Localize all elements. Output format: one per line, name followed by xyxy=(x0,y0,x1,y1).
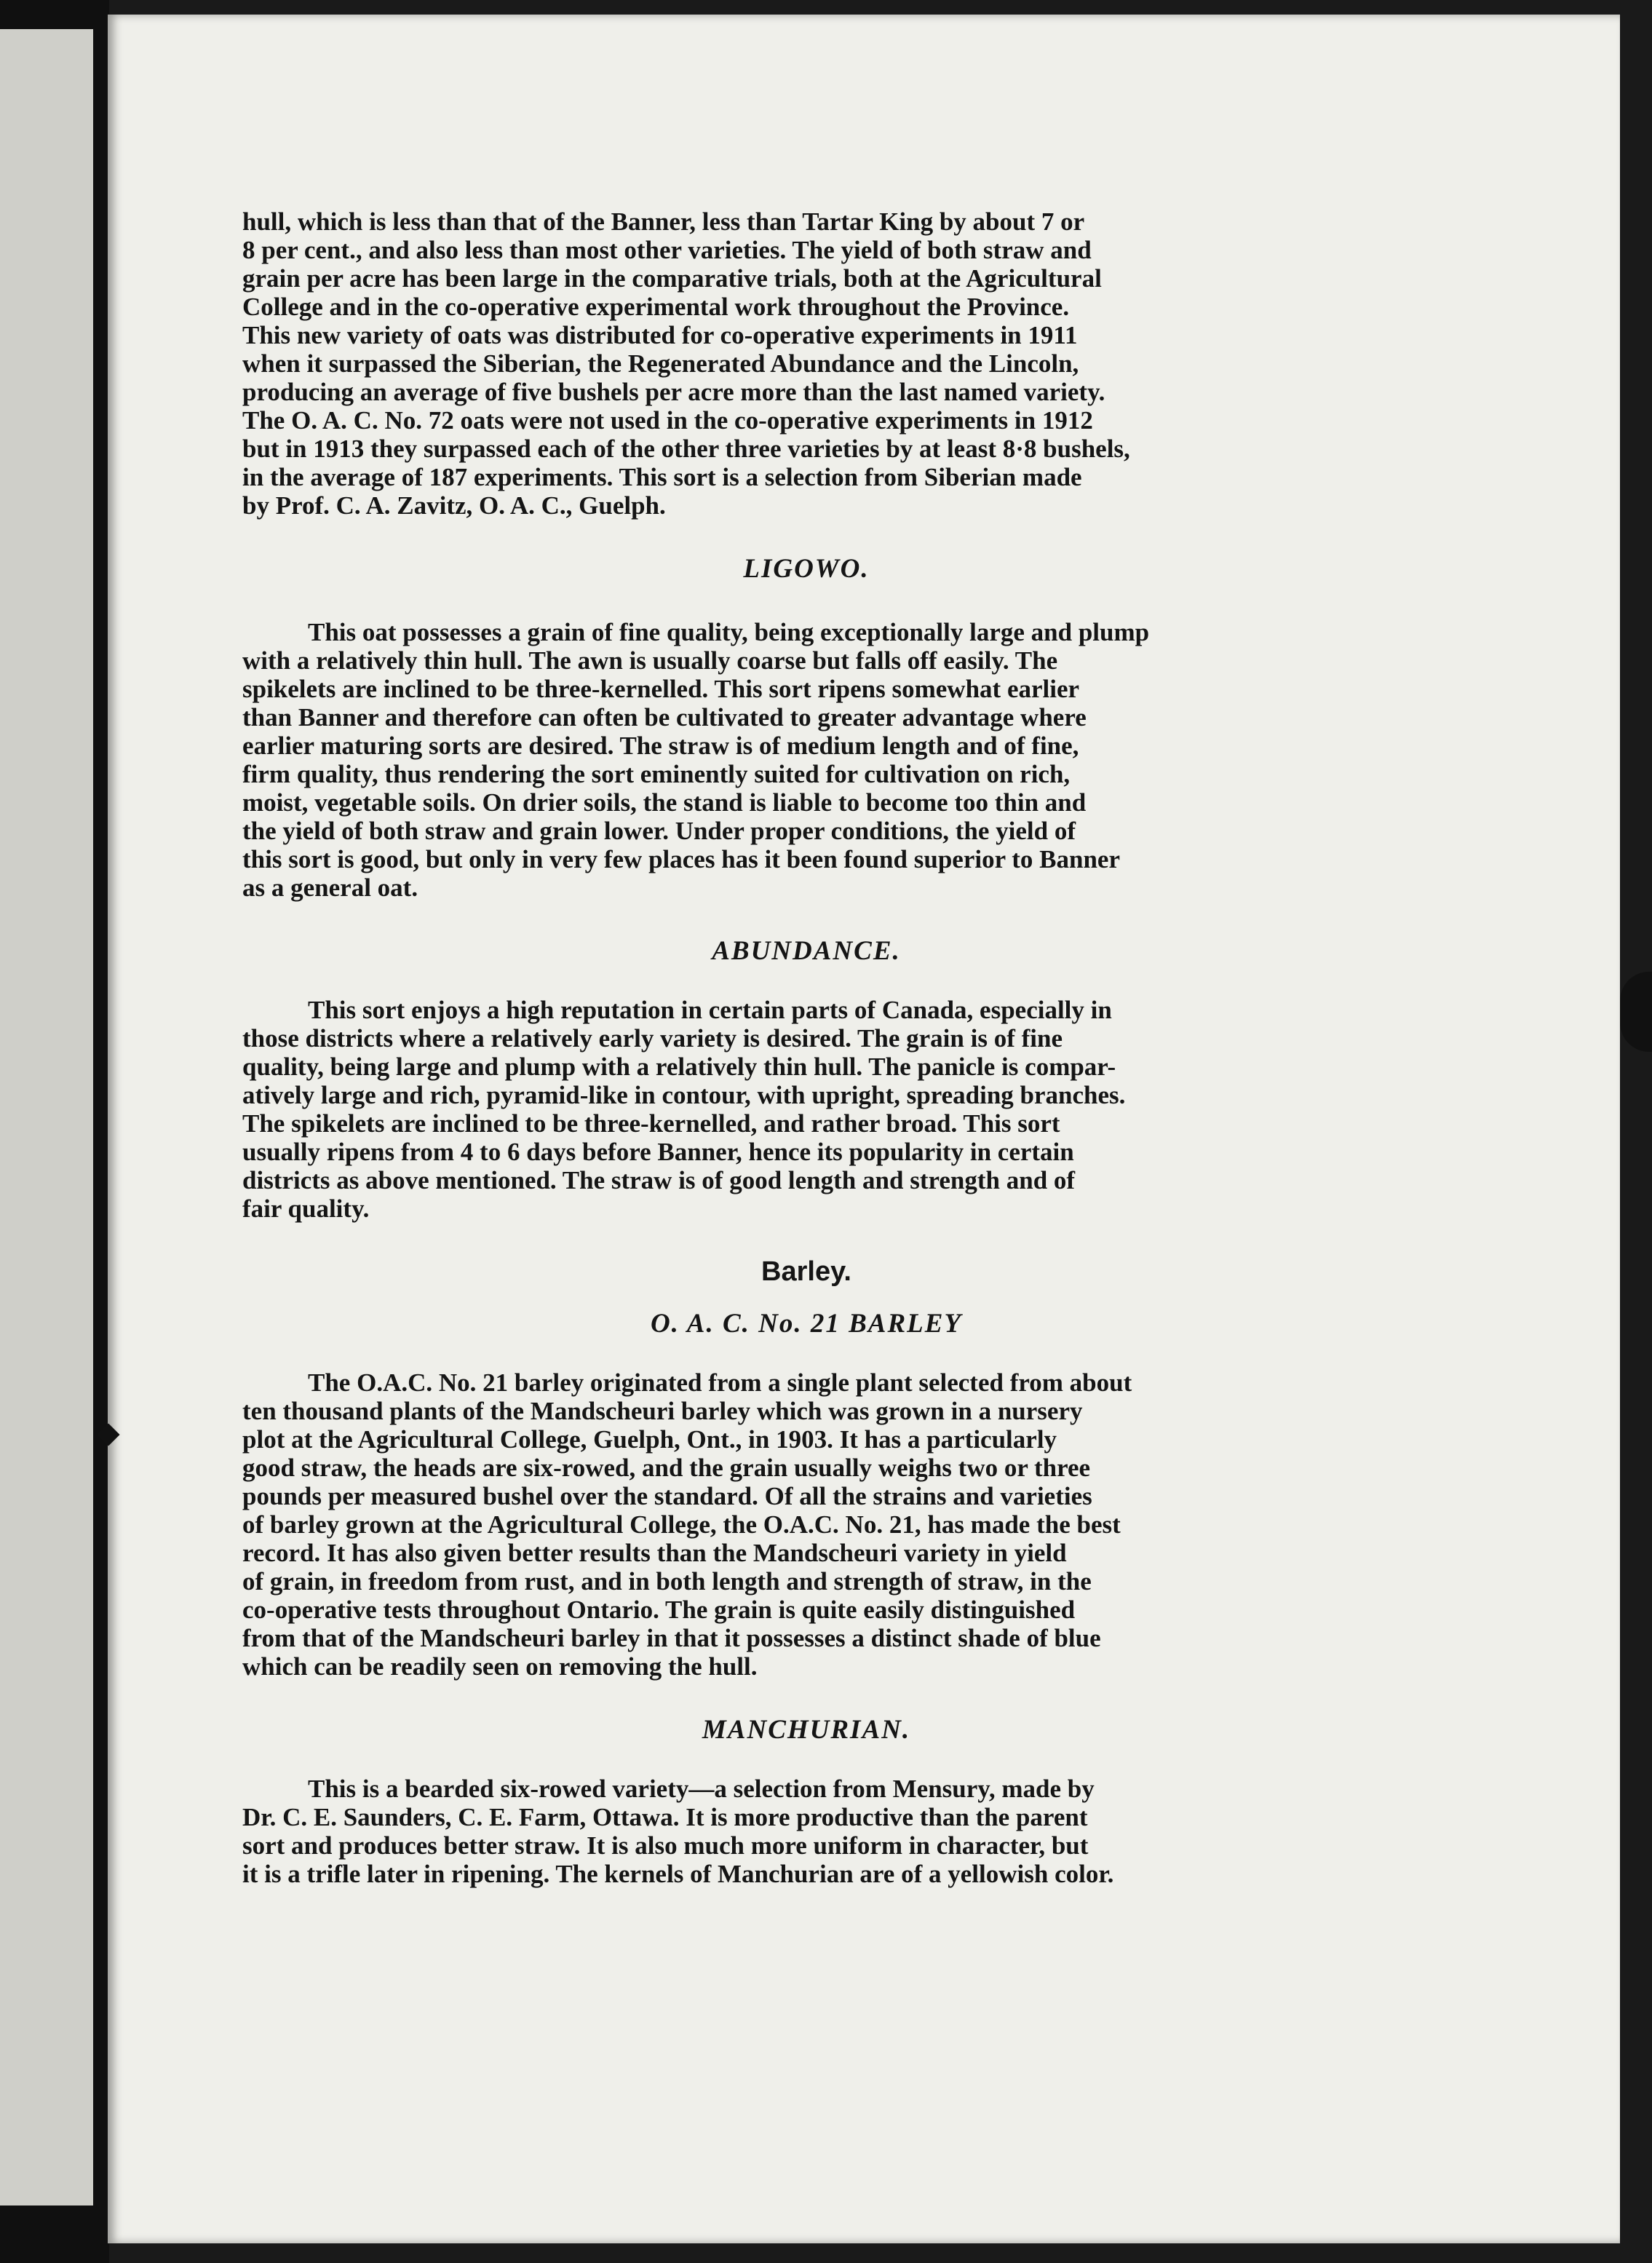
text-line: grain per acre has been large in the comparative trials, both at the Agricultural xyxy=(242,264,1102,293)
scan-edge-tab xyxy=(1620,972,1652,1052)
text-line: The O.A.C. No. 21 barley originated from a single plant selected from about xyxy=(308,1368,1132,1397)
text-line: moist, vegetable soils. On drier soils, the stand is liable to become too thin and xyxy=(242,788,1087,817)
text-line: it is a trifle later in ripening. The kernels of Manchurian are of a yellowish color. xyxy=(242,1860,1114,1888)
text-line: pounds per measured bushel over the standard. Of all the strains and varieties xyxy=(242,1482,1092,1510)
paragraph-manchurian xyxy=(242,1775,1370,1888)
text-line: 8 per cent., and also less than most other varieties. The yield of both straw and xyxy=(242,236,1092,264)
text-line: the yield of both straw and grain lower. Under proper conditions, the yield of xyxy=(242,817,1076,845)
text-line: by Prof. C. A. Zavitz, O. A. C., Guelph. xyxy=(242,491,666,520)
text-line: fair quality. xyxy=(242,1194,370,1223)
page-content xyxy=(242,207,1370,1888)
paragraph-ligowo xyxy=(242,618,1370,902)
text-line: than Banner and therefore can often be cultivated to greater advantage where xyxy=(242,703,1087,732)
text-line: atively large and rich, pyramid-like in contour, with upright, spreading branches. xyxy=(242,1081,1126,1109)
text-line: when it surpassed the Siberian, the Regenerated Abundance and the Lincoln, xyxy=(242,349,1079,378)
text-line: districts as above mentioned. The straw is of good length and strength and of xyxy=(242,1166,1076,1194)
text-line: of grain, in freedom from rust, and in both length and strength of straw, in the xyxy=(242,1567,1092,1596)
heading-barley: Barley. xyxy=(761,1256,851,1287)
text-line: hull, which is less than that of the Banner, less than Tartar King by about 7 or xyxy=(242,207,1085,236)
text-line: This new variety of oats was distributed for co-operative experiments in 1911 xyxy=(242,321,1078,349)
text-line: good straw, the heads are six-rowed, and the grain usually weighs two or three xyxy=(242,1454,1091,1482)
text-line: The O. A. C. No. 72 oats were not used in the co-operative experiments in 1912 xyxy=(242,406,1093,435)
text-line: of barley grown at the Agricultural College, the O.A.C. No. 21, has made the best xyxy=(242,1510,1121,1539)
heading-oac-no-21-barley: O. A. C. No. 21 BARLEY xyxy=(650,1309,963,1339)
heading-abundance: ABUNDANCE. xyxy=(712,936,901,966)
text-line: usually ripens from 4 to 6 days before Banner, hence its popularity in certain xyxy=(242,1138,1074,1166)
text-line: This oat possesses a grain of fine quality, being exceptionally large and plump xyxy=(308,618,1150,646)
paragraph-oac72-continued xyxy=(242,207,1370,520)
text-line: record. It has also given better results than the Mandscheuri variety in yield xyxy=(242,1539,1067,1567)
text-line: The spikelets are inclined to be three-kernelled, and rather broad. This sort xyxy=(242,1109,1060,1138)
text-line: co-operative tests throughout Ontario. The grain is quite easily distinguished xyxy=(242,1596,1076,1624)
text-line: with a relatively thin hull. The awn is usually coarse but falls off easily. The xyxy=(242,646,1058,675)
text-line: as a general oat. xyxy=(242,873,418,902)
heading-manchurian: MANCHURIAN. xyxy=(702,1715,911,1745)
text-line: those districts where a relatively early variety is desired. The grain is of fine xyxy=(242,1024,1063,1053)
text-line: firm quality, thus rendering the sort eminently suited for cultivation on rich, xyxy=(242,760,1071,788)
text-line: Dr. C. E. Saunders, C. E. Farm, Ottawa. It is more productive than the parent xyxy=(242,1803,1088,1831)
text-line: spikelets are inclined to be three-kernelled. This sort ripens somewhat earlier xyxy=(242,675,1080,703)
text-line: in the average of 187 experiments. This sort is a selection from Siberian made xyxy=(242,463,1082,491)
facing-page-edge xyxy=(0,29,93,2205)
text-line: from that of the Mandscheuri barley in that it possesses a distinct shade of blue xyxy=(242,1624,1101,1652)
text-line: College and in the co-operative experimental work throughout the Province. xyxy=(242,293,1070,321)
text-line: plot at the Agricultural College, Guelph, Ont., in 1903. It has a particularly xyxy=(242,1425,1057,1454)
text-line: This sort enjoys a high reputation in certain parts of Canada, especially in xyxy=(308,996,1112,1024)
text-line: quality, being large and plump with a relatively thin hull. The panicle is compar- xyxy=(242,1053,1116,1081)
paragraph-oac-no-21-barley xyxy=(242,1368,1370,1681)
heading-ligowo: LIGOWO. xyxy=(743,554,870,584)
text-line: This is a bearded six-rowed variety—a selection from Mensury, made by xyxy=(308,1775,1095,1803)
text-line: producing an average of five bushels per acre more than the last named variety. xyxy=(242,378,1105,406)
text-line: ten thousand plants of the Mandscheuri barley which was grown in a nursery xyxy=(242,1397,1083,1425)
text-line: which can be readily seen on removing the hull. xyxy=(242,1652,758,1681)
text-line: this sort is good, but only in very few places has it been found superior to Banner xyxy=(242,845,1120,873)
text-line: earlier maturing sorts are desired. The straw is of medium length and of fine, xyxy=(242,732,1079,760)
text-line: sort and produces better straw. It is also much more uniform in character, but xyxy=(242,1831,1089,1860)
paragraph-abundance xyxy=(242,996,1370,1223)
text-line: but in 1913 they surpassed each of the other three varieties by at least 8·8 bushels, xyxy=(242,435,1130,463)
